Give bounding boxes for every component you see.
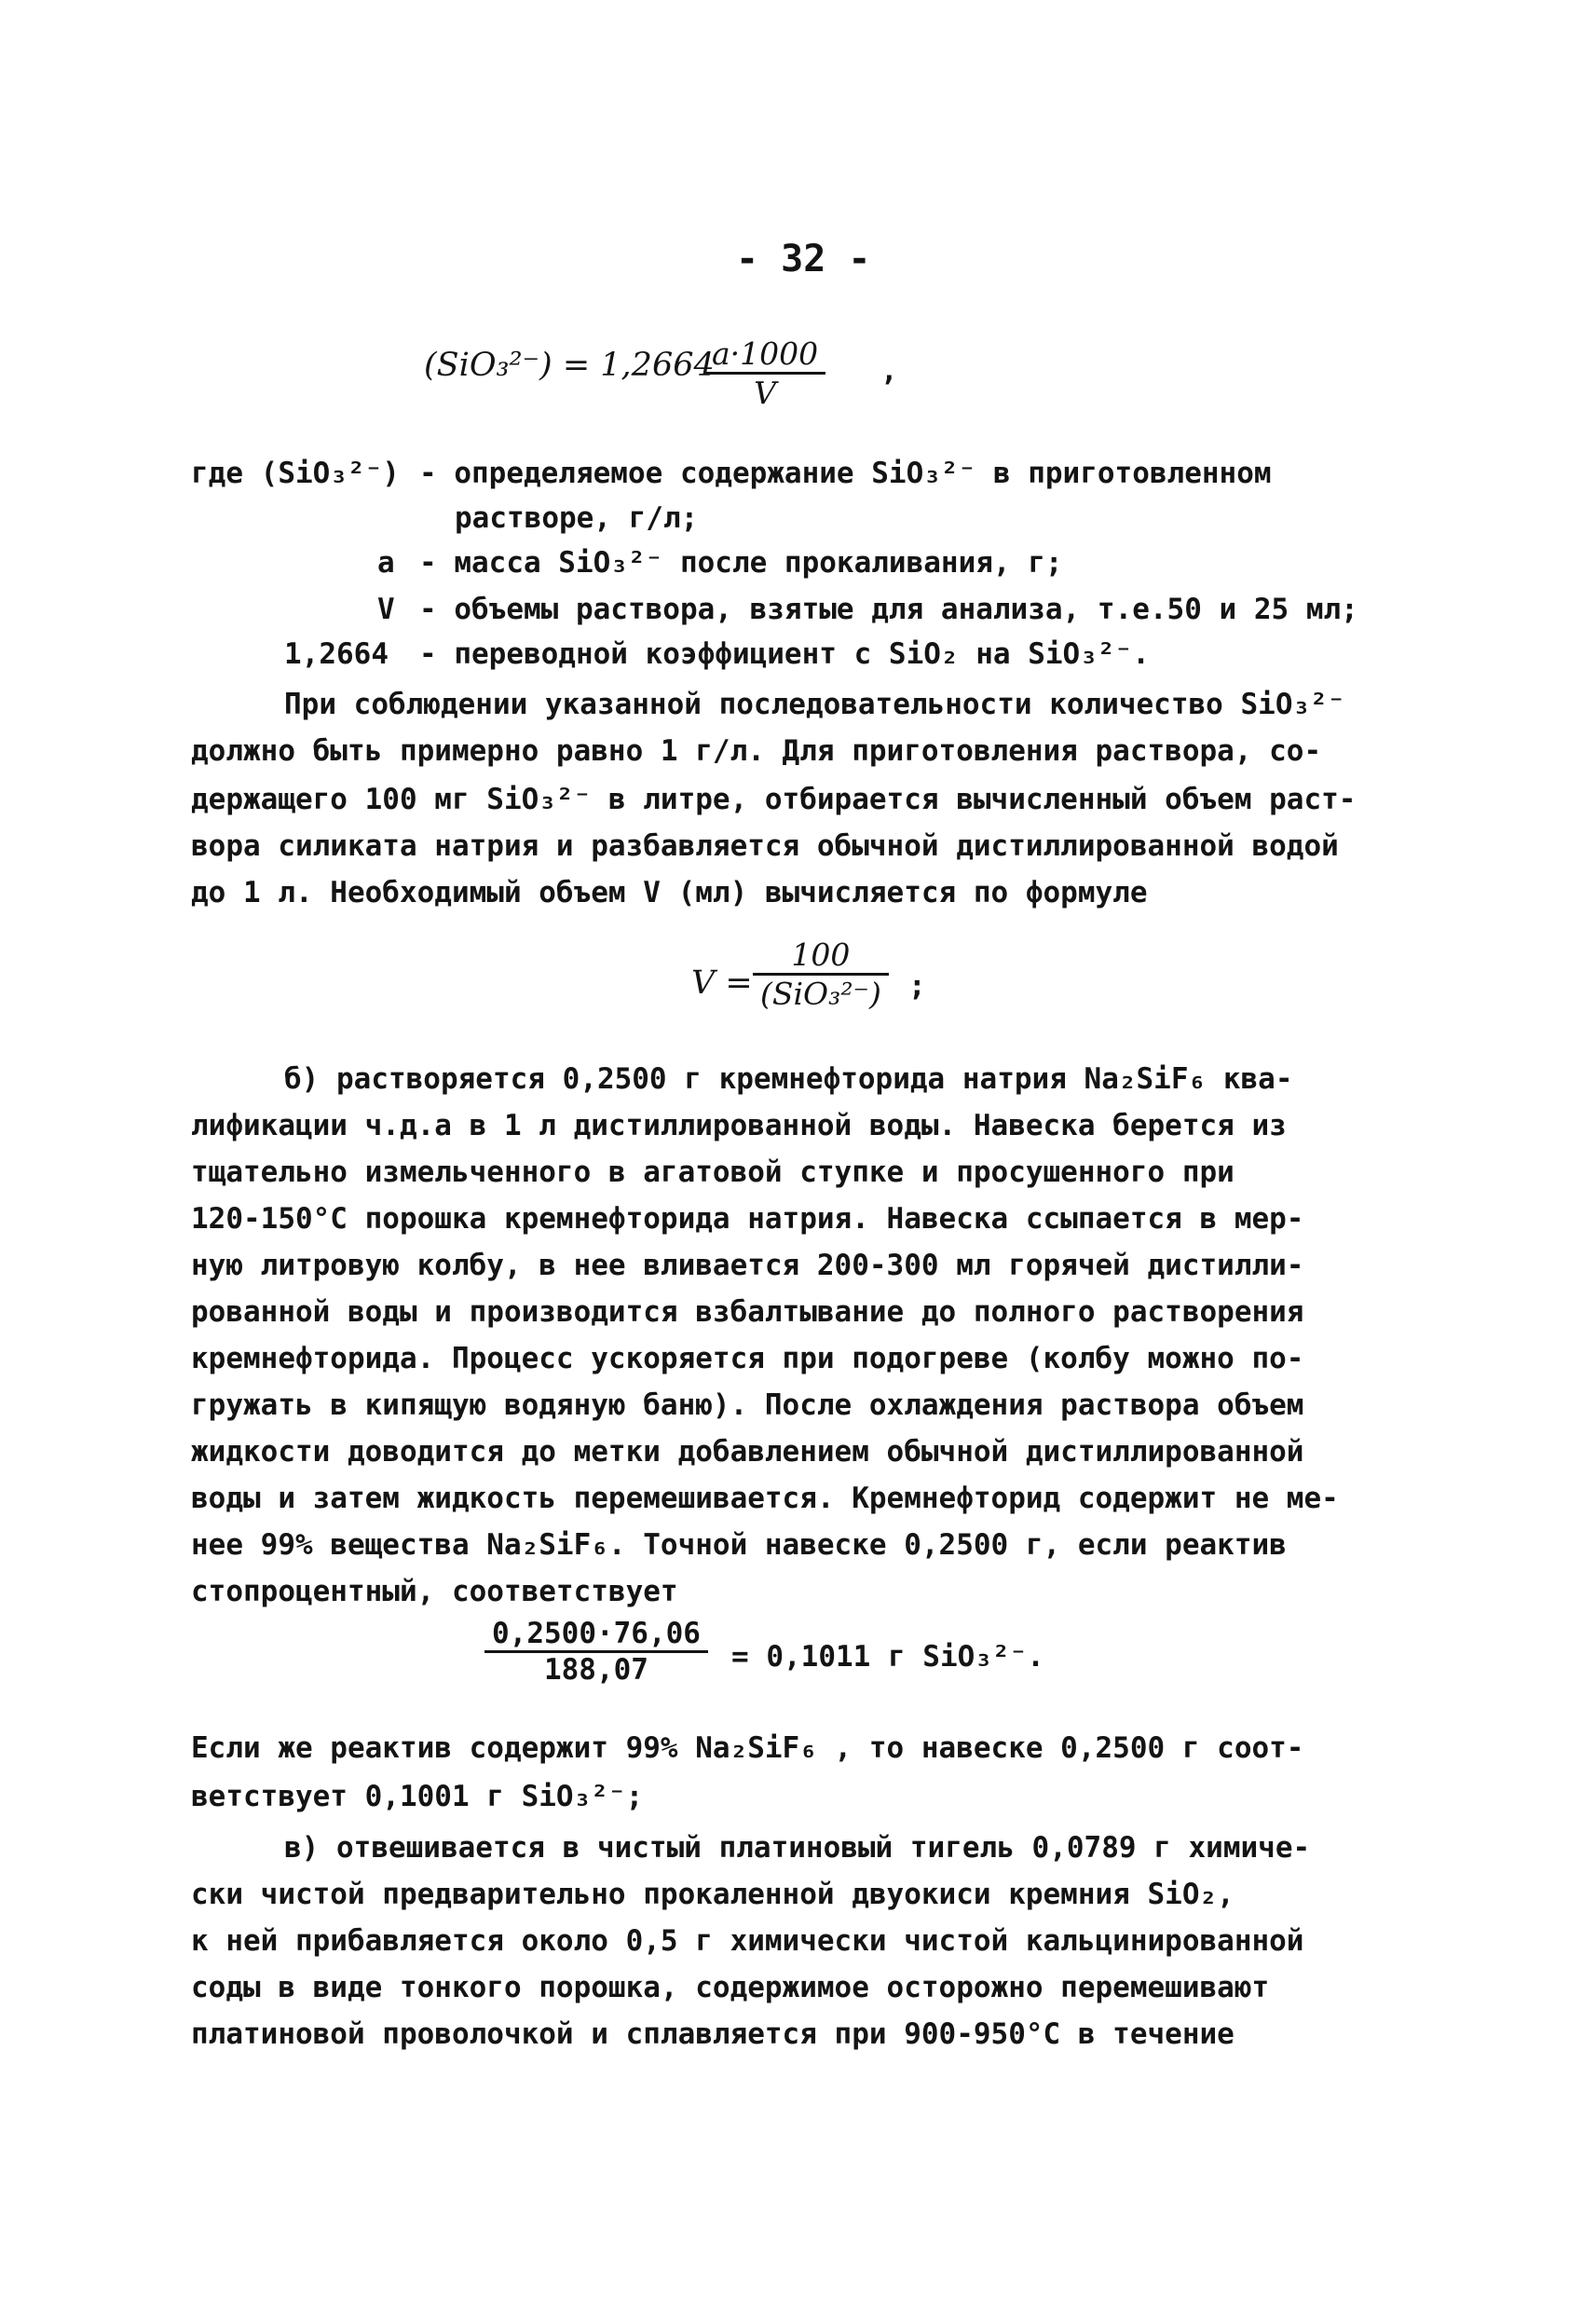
para1-line: вора силиката натрия и разбавляется обычной дистиллированной водой [191, 829, 1339, 863]
legend-key-v: V [377, 593, 395, 626]
formula-2-denominator: (SiO₃²⁻) [760, 976, 881, 1012]
para4-line: платиновой проволочкой и сплавляется при 900-950°С в течение [191, 2017, 1235, 2051]
para2-line: стопроцентный, соответствует [191, 1575, 678, 1608]
para2-line: тщательно измельченного в агатовой ступке и просушенного при [191, 1155, 1235, 1189]
formula-1-fraction [704, 335, 825, 411]
para3-line: ветствует 0,1001 г SiO₃²⁻; [191, 1780, 644, 1813]
para4-line: в) отвешивается в чистый платиновый тигель 0,0789 г химиче- [284, 1831, 1311, 1865]
formula-2-lhs: V = [691, 964, 753, 1002]
legend-key-1: где (SiO₃²⁻) [191, 457, 400, 490]
formula-1-lhs: (SiO₃²⁻) = 1,2664 [424, 347, 715, 384]
page-number: - 32 - [736, 238, 871, 280]
para4-line: к ней прибавляется около 0,5 г химически чистой кальцинированной [191, 1924, 1304, 1958]
para2-line: лификации ч.д.а в 1 л дистиллированной воды. Навеска берется из [191, 1109, 1287, 1142]
para2-line: нее 99% вещества Na₂SiF₆. Точной навеске 0,2500 г, если реактив [191, 1528, 1287, 1562]
para1-line: держащего 100 мг SiO₃²⁻ в литре, отбирается вычисленный объем раст- [191, 783, 1357, 816]
legend-text-a: - масса SiO₃²⁻ после прокаливания, г; [419, 546, 1063, 580]
para2-line: кремнефторида. Процесс ускоряется при подогреве (колбу можно по- [191, 1342, 1304, 1375]
para1-line: до 1 л. Необходимый объем V (мл) вычисляется по формуле [191, 876, 1148, 909]
legend-text-1b: растворе, г/л; [455, 501, 699, 535]
formula-1-denominator: V [754, 375, 776, 411]
formula-1-numerator: a·1000 [704, 335, 825, 375]
para2-line: 120-150°С порошка кремнефторида натрия. Навеска ссыпается в мер- [191, 1202, 1304, 1236]
formula-2-fraction [753, 936, 889, 1012]
para2-line: жидкости доводится до метки добавлением обычной дистиллированной [191, 1435, 1304, 1469]
legend-text-1: - определяемое содержание SiO₃²⁻ в приготовленном [419, 457, 1272, 490]
formula-1-comma: , [880, 354, 898, 388]
formula-2-numerator: 100 [753, 936, 889, 976]
legend-key-a: a [377, 546, 395, 580]
legend-text-coef: - переводной коэффициент с SiO₂ на SiO₃²⁻. [419, 637, 1150, 671]
para1-line: должно быть примерно равно 1 г/л. Для приготовления раствора, со- [191, 734, 1322, 768]
legend-text-v: - объемы раствора, взятые для анализа, т.е.50 и 25 мл; [419, 593, 1358, 626]
para4-line: ски чистой предварительно прокаленной двуокиси кремния SiO₂, [191, 1878, 1235, 1911]
formula-3-denominator: 188,07 [543, 1653, 648, 1687]
para2-line: воды и затем жидкость перемешивается. Кремнефторид содержит не ме- [191, 1482, 1339, 1515]
para3-line: Если же реактив содержит 99% Na₂SiF₆ , то навеске 0,2500 г соот- [191, 1731, 1304, 1765]
para4-line: соды в виде тонкого порошка, содержимое осторожно перемешивают [191, 1971, 1270, 2004]
formula-3-fraction [484, 1617, 708, 1687]
formula-2-semicolon: ; [908, 969, 926, 1003]
para2-line: ную литровую колбу, в нее вливается 200-300 мл горячей дистилли- [191, 1249, 1304, 1282]
formula-3-rhs: = 0,1011 г SiO₃²⁻. [731, 1640, 1044, 1674]
para2-line: рованной воды и производится взбалтывание до полного растворения [191, 1295, 1304, 1329]
para2-line: гружать в кипящую водяную баню). После охлаждения раствора объем [191, 1388, 1304, 1422]
para1-line: При соблюдении указанной последовательности количество SiO₃²⁻ [284, 688, 1345, 721]
para2-line: б) растворяется 0,2500 г кремнефторида натрия Na₂SiF₆ ква- [284, 1062, 1293, 1096]
legend-key-coef: 1,2664 [284, 637, 389, 671]
formula-3-numerator: 0,2500·76,06 [484, 1617, 708, 1653]
